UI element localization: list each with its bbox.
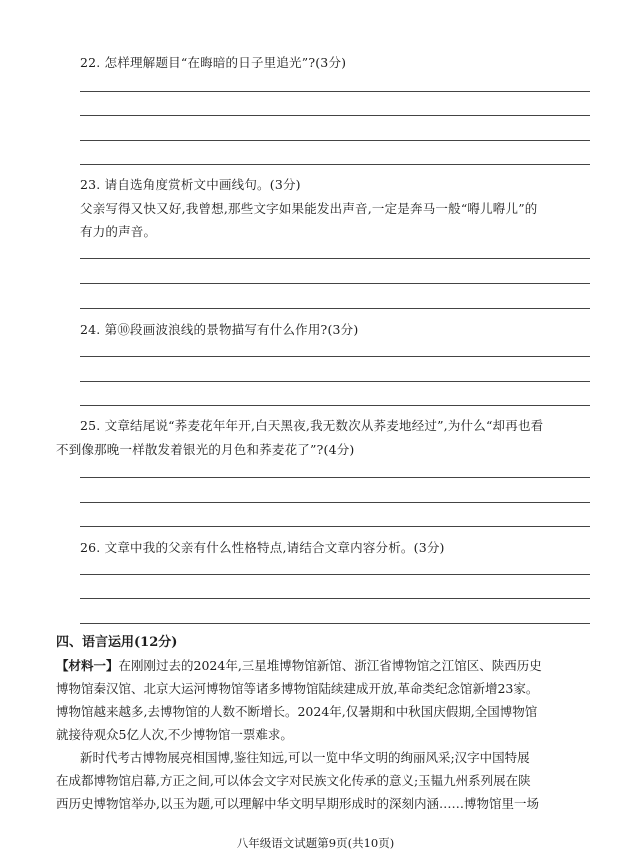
question-25-line-2: 不到像那晚一样散发着银光的月色和荞麦花了”?(4分) xyxy=(56,442,355,457)
question-23-quote-line-2: 有力的声音。 xyxy=(80,224,157,239)
answer-line xyxy=(80,526,590,527)
answer-line xyxy=(80,91,590,92)
answer-line xyxy=(80,140,590,141)
answer-line xyxy=(80,115,590,116)
answer-line xyxy=(80,381,590,382)
answer-line xyxy=(80,598,590,599)
material-label: 【材料一】 xyxy=(56,658,119,673)
answer-line xyxy=(80,477,590,478)
material-1-line-1 xyxy=(56,654,542,677)
material-1-line-7: 西历史博物馆举办,以玉为题,可以理解中华文明早期形成时的深刻内涵……博物馆里一场 xyxy=(56,796,539,811)
material-1-line-6: 在成都博物馆启幕,方正之间,可以体会文字对民族文化传承的意义;玉韫九州系列展在陕 xyxy=(56,773,531,788)
answer-line xyxy=(80,405,590,406)
answer-line xyxy=(80,623,590,624)
section-heading: 四、语言运用(12分) xyxy=(56,635,178,650)
material-1-line-2: 博物馆秦汉馆、北京大运河博物馆等诸多博物馆陆续建成开放,革命类纪念馆新增23家。 xyxy=(56,681,539,696)
question-22: 22. 怎样理解题目“在晦暗的日子里追光”?(3分) xyxy=(80,55,347,70)
answer-line xyxy=(80,308,590,309)
material-1-line-4: 就接待观众5亿人次,不少博物馆一票难求。 xyxy=(56,727,293,742)
question-23-quote-line-1: 父亲写得又快又好,我曾想,那些文字如果能发出声音,一定是奔马一般“嘚儿嘚儿”的 xyxy=(80,201,538,216)
answer-line xyxy=(80,258,590,259)
answer-line xyxy=(80,574,590,575)
question-26: 26. 文章中我的父亲有什么性格特点,请结合文章内容分析。(3分) xyxy=(80,540,445,555)
answer-line xyxy=(80,283,590,284)
answer-line xyxy=(80,502,590,503)
question-24: 24. 第⑩段画波浪线的景物描写有什么作用?(3分) xyxy=(80,322,359,337)
question-25-line-1: 25. 文章结尾说“荞麦花年年开,白天黑夜,我无数次从荞麦地经过”,为什么“却再也看 xyxy=(80,418,544,433)
answer-line xyxy=(80,164,590,165)
question-23: 23. 请自选角度赏析文中画线句。(3分) xyxy=(80,177,301,192)
material-text: 在刚刚过去的2024年,三星堆博物馆新馆、浙江省博物馆之江馆区、陕西历史 xyxy=(118,658,542,673)
answer-line xyxy=(80,356,590,357)
material-1-line-3: 博物馆越来越多,去博物馆的人数不断增长。2024年,仅暑期和中秋国庆假期,全国博物馆 xyxy=(56,704,538,719)
material-1-line-5: 新时代考古博物展亮相国博,鉴往知远,可以一览中华文明的绚丽风采;汉字中国特展 xyxy=(80,750,530,765)
page-footer: 八年级语文试题第9页(共10页) xyxy=(236,836,395,850)
